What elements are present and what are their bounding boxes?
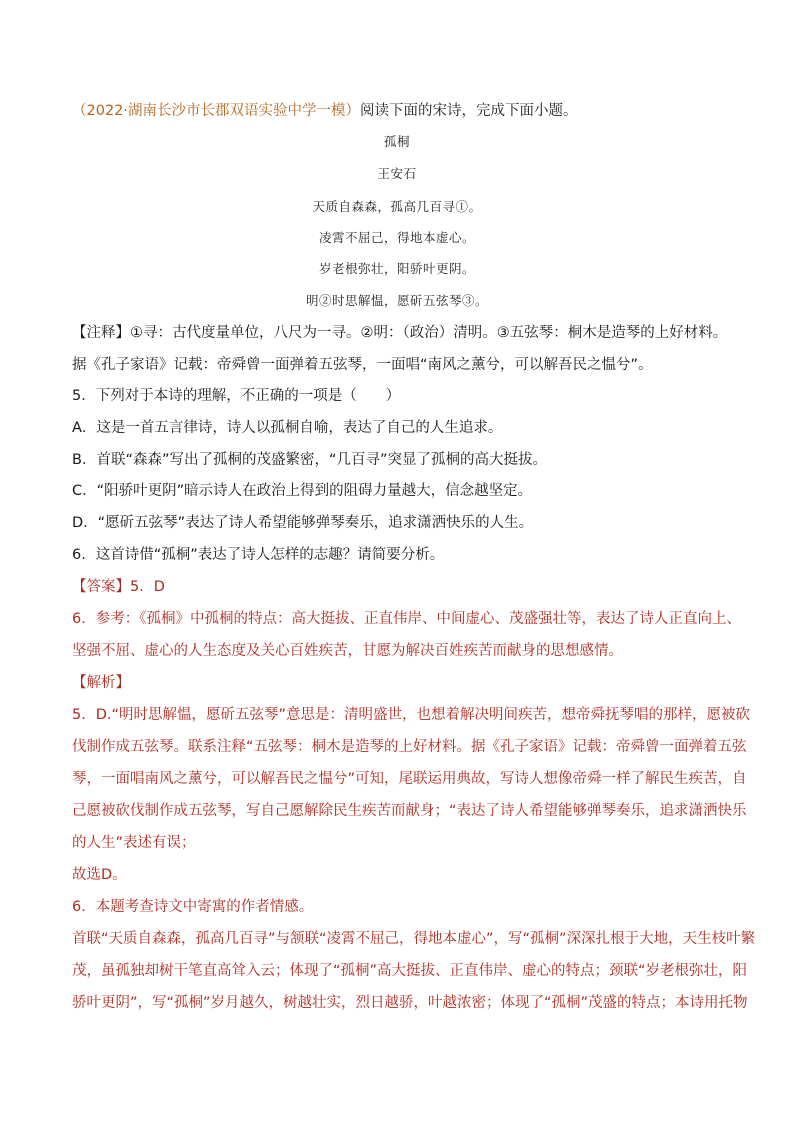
question-5-stem: 5．下列对于本诗的理解，不正确的一项是（ ） [72,388,401,404]
analysis-label: 【解析】 [72,675,130,691]
answer-q6-line: 6．参考：《孤桐》中孤桐的特点：高大挺拔、正直伟岸、中间虚心、茂盛强壮等，表达了诗人正直向上、 [72,611,741,627]
analysis-5-line: 己愿被砍伐制作成五弦琴，写自己愿解除民生疾苦而献身；“表达了诗人希望能够弹琴奏乐，追求潇洒快乐 [72,803,747,819]
analysis-choose: 故选D。 [72,867,127,883]
poem-line: 岁老根弥壮，阳骄叶更阴。 [318,261,475,276]
answer-q6-line: 坚强不屈、虚心的人生态度及关心百姓疾苦，甘愿为解决百姓疾苦而献身的思想感情。 [72,643,623,659]
analysis-5-line: 伐制作成五弦琴。联系注释“五弦琴：桐木是造琴的上好材料。据《孔子家语》记载：帝舜曾一面弹着五弦 [72,739,747,755]
analysis-5-line: 的人生”表述有误； [72,835,196,851]
analysis-6-line: 首联“天质自森森，孤高几百寻”与颔联“凌霄不屈己，得地本虚心”，写“孤桐”深深扎根于大地，天生枝叶繁 [72,931,756,947]
option-b: B．首联“森森”写出了孤桐的茂盛繁密，“几百寻”突显了孤桐的高大挺拔。 [72,452,547,468]
question-instruction: 阅读下面的宋诗，完成下面小题。 [360,103,578,119]
answer-line [72,577,732,597]
poem-line: 凌霄不屈己，得地本虚心。 [318,230,475,245]
analysis-5-line: 5．D.“明时思解愠，愿斫五弦琴”意思是：清明盛世，也想着解决明间疾苦，想帝舜抚琴唱的那样，愿被砍 [72,707,751,723]
poem-line: 明②时思解愠，愿斫五弦琴③。 [305,293,488,308]
analysis-6-intro: 6．本题考查诗文中寄寓的作者情感。 [72,899,314,915]
poem-title: 孤桐 [383,134,410,149]
option-c: C．“阳骄叶更阴”暗示诗人在政治上得到的阻碍力量越大，信念越坚定。 [72,483,533,499]
poem-line: 天质自森森，孤高几百寻①。 [312,199,482,214]
question-source: （2022·湖南长沙市长郡双语实验中学一模） [72,103,361,119]
analysis-6-line: 骄叶更阴”，写“孤桐”岁月越久，树越壮实，烈日越骄，叶越浓密；体现了“孤桐”茂盛的特点；本诗用托物 [72,995,748,1011]
answer-q5: 5．D [130,579,165,595]
poem-author: 王安石 [377,166,417,181]
answer-label: 【答案】 [72,579,130,595]
notes-line: 【注释】①寻：古代度量单位，八尺为一寻。②明：（政治）清明。③五弦琴：桐木是造琴的上好材料。 [72,325,728,341]
question-6-stem: 6．这首诗借“孤桐”表达了诗人怎样的志趣？请简要分析。 [72,547,445,563]
notes-line: 据《孔子家语》记载：帝舜曾一面弹着五弦琴，一面唱“南风之薰兮，可以解吾民之愠兮”。 [72,357,653,373]
analysis-5-line: 琴，一面唱南风之薰兮，可以解吾民之愠兮”可知，尾联运用典故，写诗人想像帝舜一样了解民生疾苦，自 [72,771,747,787]
analysis-6-line: 茂，虽孤独却树干笔直高耸入云；体现了“孤桐”高大挺拔、正直伟岸、虚心的特点；颈联“岁老根弥壮，阳 [72,963,748,979]
question-intro [72,101,732,121]
option-d: D．“愿斫五弦琴”表达了诗人希望能够弹琴奏乐，追求潇洒快乐的人生。 [72,515,534,531]
option-a: A．这是一首五言律诗，诗人以孤桐自喻，表达了自己的人生追求。 [72,420,503,436]
